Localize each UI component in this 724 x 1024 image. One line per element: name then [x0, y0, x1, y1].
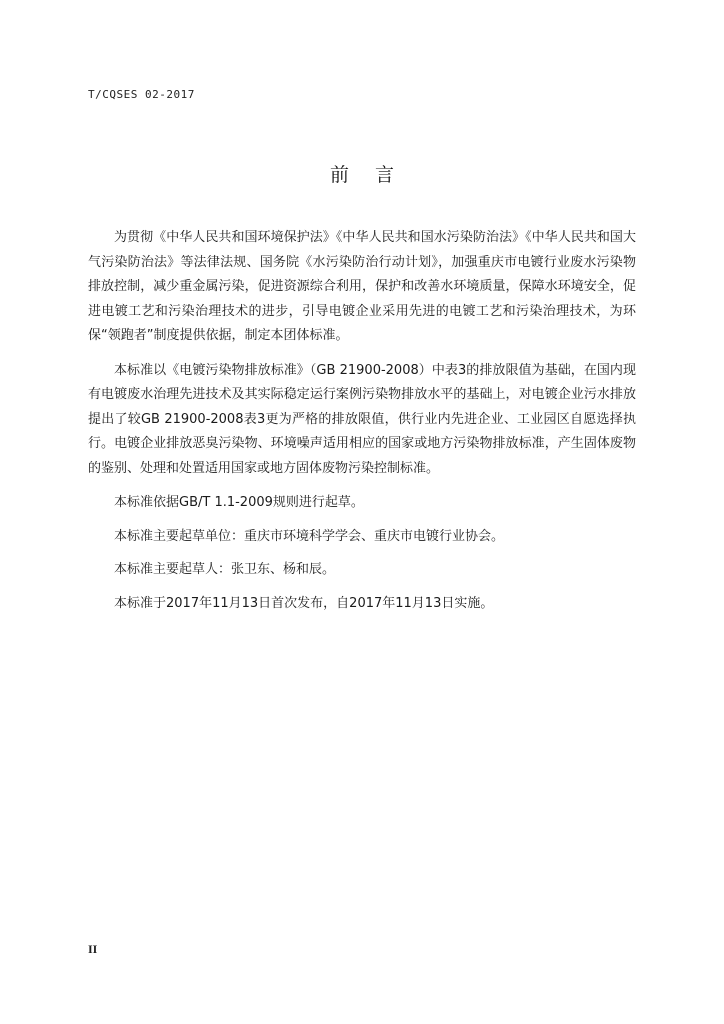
document-code: T/CQSES 02-2017 [88, 88, 195, 101]
foreword-body [88, 226, 636, 625]
paragraph-purpose: 为贯彻《中华人民共和国环境保护法》《中华人民共和国水污染防治法》《中华人民共和国大气污染防治法》等法律法规、国务院《水污染防治行动计划》，加强重庆市电镀行业废水污染物排放控制，减少重金属污染，促进资源综合利用，保护和改善水环境质量，保障水环境安全，促进电镀工艺和污染治理技术的进步，引导电镀企业采用先进的电镀工艺和污染治理技术，为环保“领跑者”制度提供依据，制定本团体标准。 [88, 230, 636, 343]
paragraph-drafters: 本标准主要起草人：张卫东、杨和辰。 [114, 562, 336, 577]
page-number: II [88, 942, 98, 956]
paragraph-drafting-rules: 本标准依据GB/T 1.1-2009规则进行起草。 [114, 495, 364, 510]
paragraph-drafting-units: 本标准主要起草单位：重庆市环境科学学会、重庆市电镀行业协会。 [114, 528, 505, 544]
paragraph-basis: 本标准以《电镀污染物排放标准》（GB 21900-2008）中表3的排放限值为基础，在国内现有电镀废水治理先进技术及其实际稳定运行案例污染物排放水平的基础上，对电镀企业污水排放提出了较GB 21900-2008表3更为严格的排放限值，供行业内先进企业、工业园区自愿选择执行。电镀企业排放恶臭污染物、环境噪声适用相应的国家或地方污染物排放标准，产生固体废物的鉴别、处理和处置适用国家或地方固体废物污染控制标准。 [88, 362, 636, 476]
page-title: 前言 [329, 164, 420, 186]
paragraph-release-date: 本标准于2017年11月13日首次发布，自2017年11月13日实施。 [114, 595, 494, 611]
